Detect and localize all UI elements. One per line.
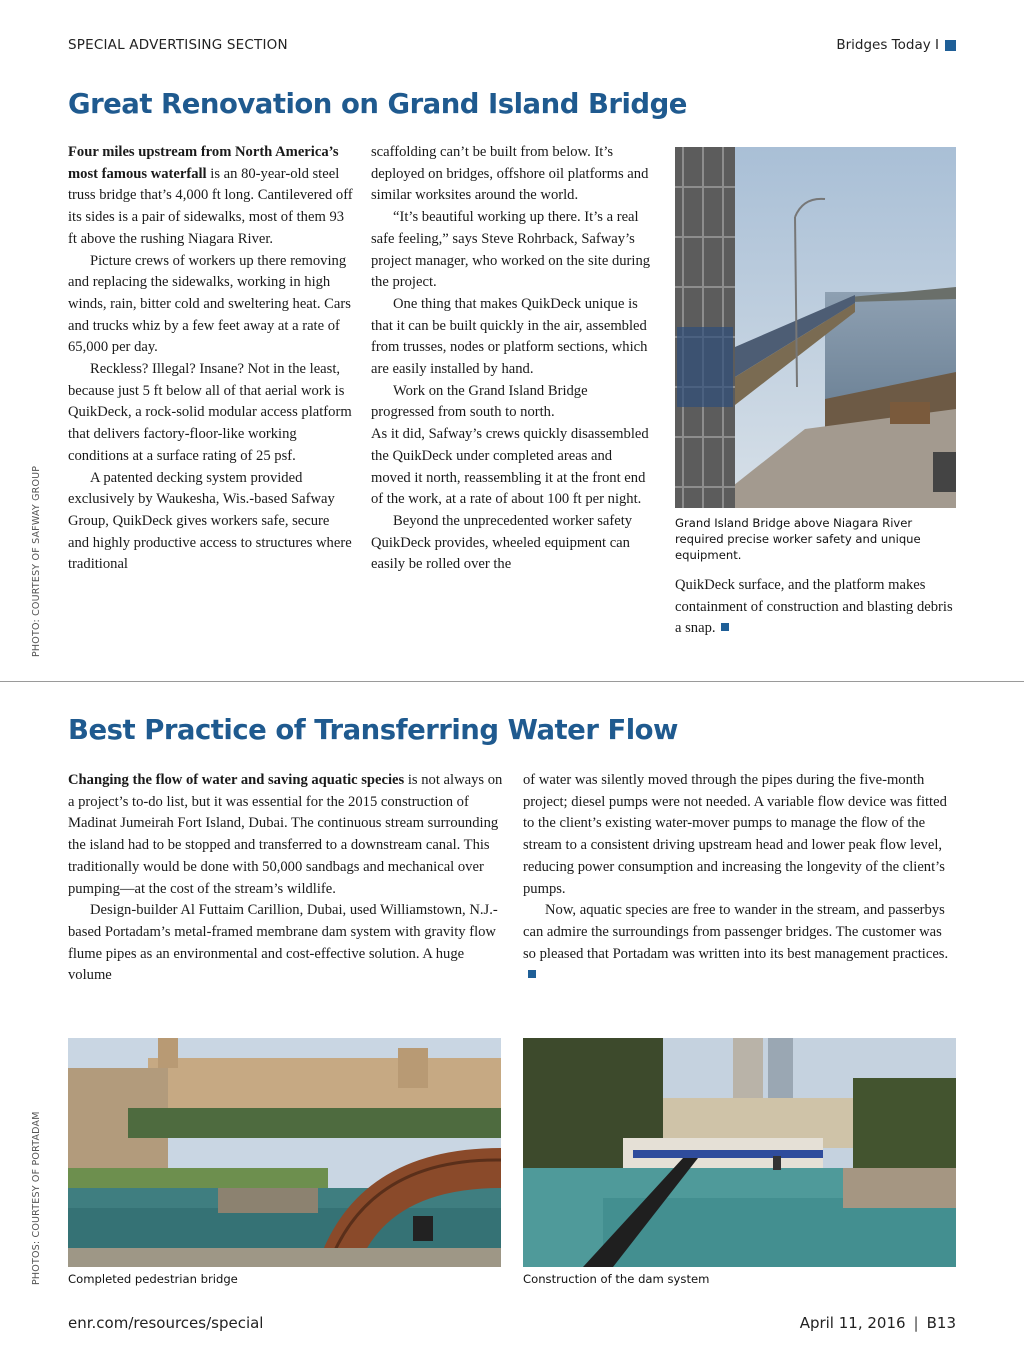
article1-lead-text: is an 80-year-old steel truss bridge that’s 4,000 ft long. Cantilevered off its sides is a pair of sidewalks, most of them 93 ft above the rushing Niagara River.: [68, 165, 353, 247]
article1-column-2: [371, 142, 653, 576]
article2-lead-text: is not always on a project’s to-do list, but it was essential for the 2015 construction of Madinat Jumeirah Fort Island, Dubai. The continuous stream surrounding the island had to be stopped and transferred to a downstream canal. This traditionally would be done with 50,000 sandbags and mechanical over pumping—at the cost of the stream’s wildlife.: [68, 772, 503, 897]
footer-separator: |: [913, 1314, 919, 1332]
footer-page-number: B13: [926, 1314, 956, 1332]
bridge-photo-caption: Grand Island Bridge above Niagara River required precise worker safety and unique equipment.: [675, 516, 921, 562]
footer-url[interactable]: enr.com/resources/special: [68, 1314, 264, 1332]
article1-paragraph-4: A patented decking system provided exclusively by Waukesha, Wis.-based Safway Group, QuikDeck gives workers safe, secure and highly productive access to structures where traditional: [68, 469, 352, 573]
end-mark-icon: [721, 623, 729, 631]
pedestrian-bridge-caption: Completed pedestrian bridge: [68, 1272, 238, 1286]
article1-paragraph-2: Picture crews of workers up there removing and replacing the sidewalks, working in high winds, rain, bitter cold and sweltering heat. Cars and trucks whiz by a few feet away at a rate of 65,000 per day.: [68, 252, 351, 356]
article2-paragraph-2: Design-builder Al Futtaim Carillion, Dubai, used Williamstown, N.J.-based Portadam’s metal-framed membrane dam system with gravity flow flume pipes as an environmental and cost-effective solution. A huge volume: [68, 902, 498, 984]
footer-date: April 11, 2016: [799, 1314, 906, 1332]
article1-column-3: [675, 575, 956, 640]
bridge-photo: [675, 147, 956, 508]
article2-col2-paragraph-1: of water was silently moved through the pipes during the five-month project; diesel pumps were not needed. A variable flow device was fitted to the client’s existing water-mover pumps to manage the flow of the stream to a consistent driving upstream head and lower peak flow level, reducing power consumption and increasing the longevity of the client’s pumps.: [523, 772, 947, 897]
footer-page-info: [800, 1314, 956, 1332]
article1-col2-paragraph-5: As it did, Safway’s crews quickly disassembled the QuikDeck under completed areas and moved it north, reassembling it at the front end of the work, at a rate of about 100 ft per night.: [371, 426, 649, 508]
article1-title: Great Renovation on Grand Island Bridge: [68, 88, 687, 120]
end-mark-icon: [528, 970, 536, 978]
article1-lead-bold: Four miles upstream from North America’s most famous waterfall: [68, 144, 339, 182]
article2-column-1: [68, 770, 504, 987]
article1-col3-paragraph-1: QuikDeck surface, and the platform makes containment of construction and blasting debris a snap.: [675, 577, 953, 637]
publication-label: [836, 37, 956, 53]
article1-paragraph-3: Reckless? Illegal? Insane? Not in the least, because just 5 ft below all of that aerial work is QuikDeck, a rock-solid modular access platform that delivers factory-floor-like working conditions at a surface rating of 25 psf.: [68, 361, 352, 464]
section-label: SPECIAL ADVERTISING SECTION: [68, 37, 288, 53]
article2-column-2: [523, 770, 957, 987]
section-divider: [0, 681, 1024, 682]
square-icon: [945, 40, 956, 51]
dam-construction-caption: Construction of the dam system: [523, 1272, 710, 1286]
article1-col2-paragraph-2: “It’s beautiful working up there. It’s a real safe feeling,” says Steve Rohrback, Safway’s project manager, who worked on the site during the project.: [371, 209, 651, 291]
article1-column-1: [68, 142, 353, 576]
article2-title: Best Practice of Transferring Water Flow: [68, 714, 678, 746]
article1-col2-paragraph-1: scaffolding can’t be built from below. It’s deployed on bridges, offshore oil platforms and similar worksites around the world.: [371, 144, 649, 204]
article1-col2-paragraph-4: Work on the Grand Island Bridge progressed from south to north.: [371, 382, 588, 421]
dam-construction-photo: [523, 1038, 956, 1267]
pedestrian-bridge-photo: [68, 1038, 501, 1267]
publication-name: Bridges Today I: [836, 37, 939, 53]
article2-photo-credit: PHOTOS: COURTESY OF PORTADAM: [31, 1111, 42, 1285]
article1-photo-credit: PHOTO: COURTESY OF SAFWAY GROUP: [31, 465, 42, 657]
article2-lead-bold: Changing the flow of water and saving aquatic species: [68, 772, 405, 788]
article1-col2-paragraph-3: One thing that makes QuikDeck unique is that it can be built quickly in the air, assembled from trusses, nodes or platform sections, which are easily installed by hand.: [371, 295, 648, 378]
article2-col2-paragraph-2: Now, aquatic species are free to wander in the stream, and passerbys can admire the surroundings from passenger bridges. The customer was so pleased that Portadam was written into its best management practices.: [523, 902, 949, 962]
article1-col2-paragraph-6: Beyond the unprecedented worker safety QuikDeck provides, wheeled equipment can easily be rolled over the: [371, 512, 633, 573]
